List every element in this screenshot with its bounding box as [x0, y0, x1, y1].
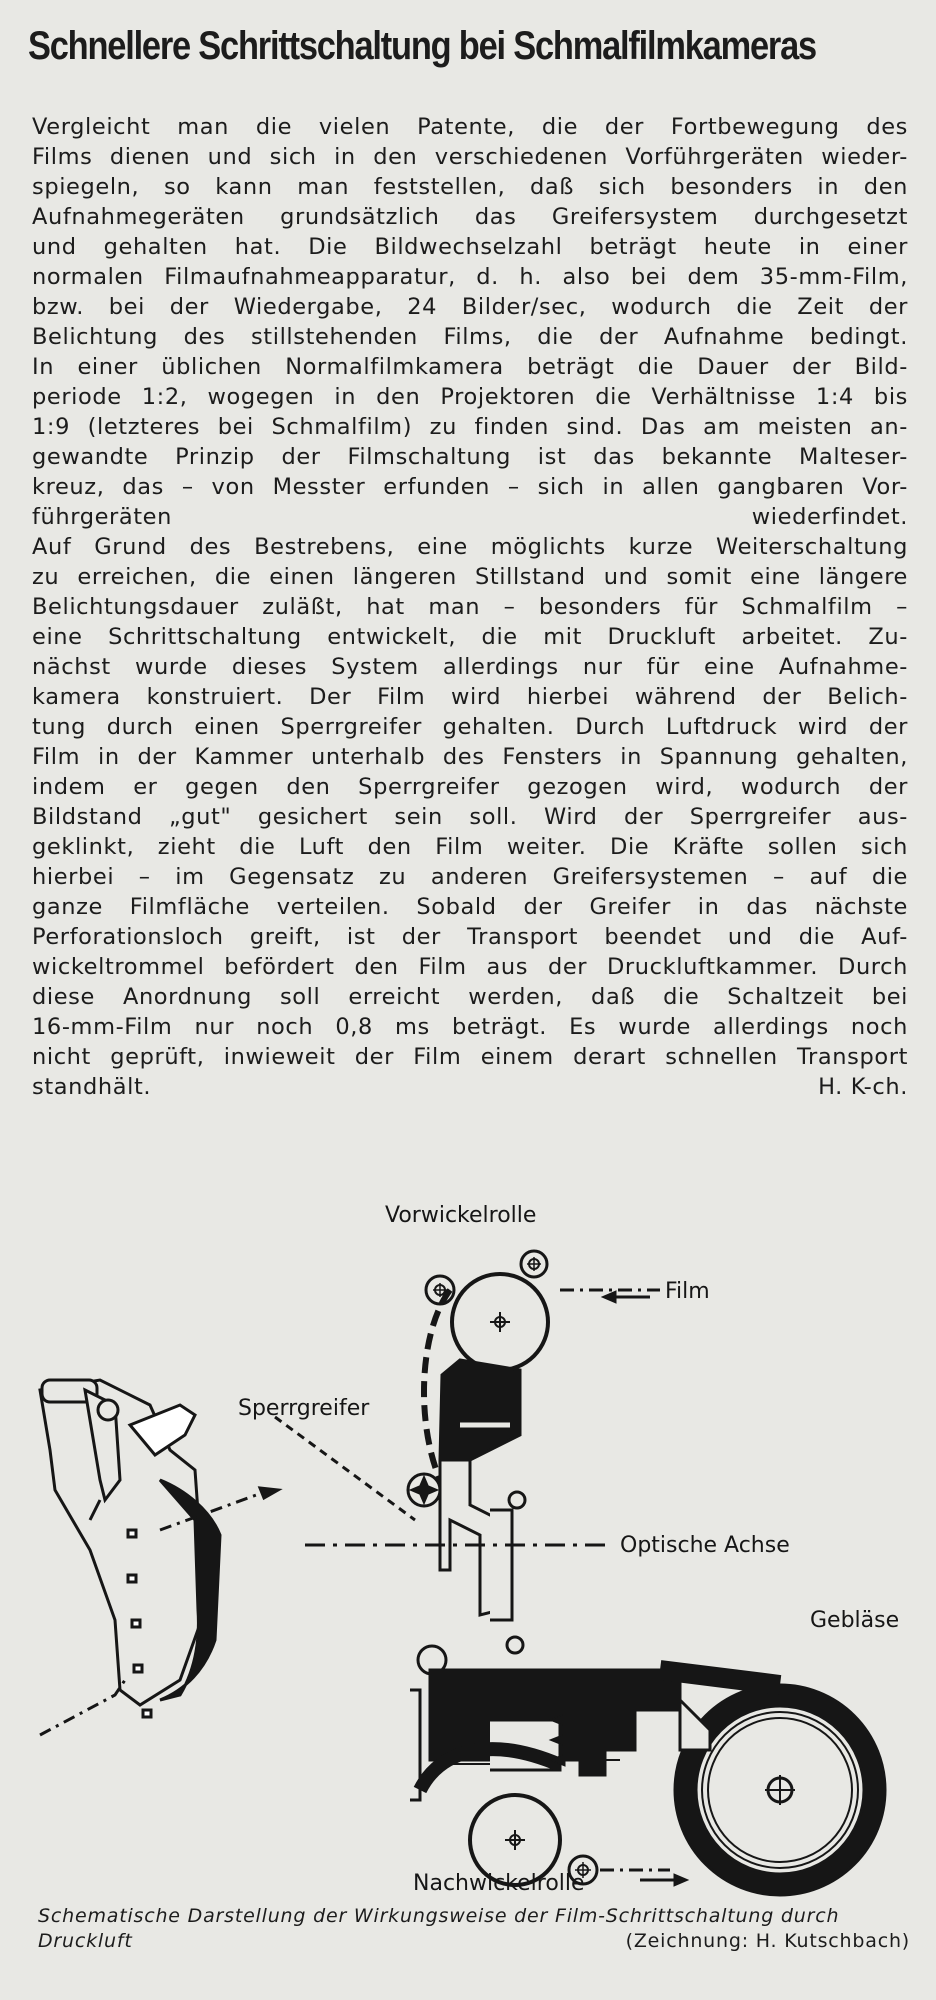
body-line: indem er gegen den Sperrgreifer gezogen wird, wodurch der [32, 774, 908, 800]
label-optische-achse: Optische Achse [620, 1533, 790, 1558]
body-final-line: standhält. [32, 1074, 152, 1100]
label-vorwickelrolle: Vorwickelrolle [385, 1203, 537, 1228]
label-film: Film [665, 1279, 710, 1304]
body-line: ganze Filmfläche verteilen. Sobald der Greifer in das nächste [32, 894, 908, 920]
body-line: nächst wurde dieses System allerdings nur für eine Aufnahme- [32, 654, 908, 680]
body-line: Film in der Kammer unterhalb des Fensters in Spannung gehalten, [32, 744, 908, 770]
body-line: Vergleicht man die vielen Patente, die der Fortbewegung des [32, 114, 908, 140]
body-line: und gehalten hat. Die Bildwechselzahl beträgt heute in einer [32, 234, 908, 260]
caption-line-1: Schematische Darstellung der Wirkungsweise der Film-Schrittschaltung durch [38, 1905, 840, 1927]
body-line: Bildstand „gut" gesichert sein soll. Wird der Sperrgreifer aus- [32, 804, 908, 830]
drawing-credit: (Zeichnung: H. Kutschbach) [625, 1930, 910, 1952]
body-line: führgeräten wiederfindet. [32, 504, 908, 530]
label-geblaese: Gebläse [810, 1608, 900, 1633]
author-initials: H. K-ch. [818, 1074, 908, 1100]
body-line: In einer üblichen Normalfilmkamera beträgt die Dauer der Bild- [32, 354, 908, 380]
label-nachwickelrolle: Nachwickelrolle [413, 1871, 585, 1896]
caption-line-2: Druckluft [38, 1930, 133, 1952]
gate-sketch [40, 1380, 278, 1735]
schematic-drawing [20, 1190, 920, 1900]
closing-row [32, 1072, 908, 1102]
body-line: Auf Grund des Bestrebens, eine möglichts kurze Weiterschaltung [32, 534, 908, 560]
body-line: Aufnahmegeräten grundsätzlich das Greifersystem durchgesetzt [32, 204, 908, 230]
body-line: tung durch einen Sperrgreifer gehalten. Durch Luftdruck wird der [32, 714, 908, 740]
body-line: kreuz, das – von Messter erfunden – sich in allen gangbaren Vor- [32, 474, 908, 500]
body-line: diese Anordnung soll erreicht werden, daß die Schaltzeit bei [32, 984, 908, 1010]
body-line: periode 1:2, wogegen in den Projektoren die Verhältnisse 1:4 bis [32, 384, 908, 410]
body-line: wickeltrommel befördert den Film aus der Druckluftkammer. Durch [32, 954, 908, 980]
body-line: hierbei – im Gegensatz zu anderen Greifersystemen – auf die [32, 864, 908, 890]
body-line: normalen Filmaufnahmeapparatur, d. h. also bei dem 35-mm-Film, [32, 264, 908, 290]
body-line: 16-mm-Film nur noch 0,8 ms beträgt. Es wurde allerdings noch [32, 1014, 908, 1040]
body-line: nicht geprüft, inwieweit der Film einem derart schnellen Transport [32, 1044, 908, 1070]
body-line: Belichtungsdauer zuläßt, hat man – besonders für Schmalfilm – [32, 594, 908, 620]
body-line: zu erreichen, die einen längeren Stillstand und somit eine längere [32, 564, 908, 590]
body-line: Perforationsloch greift, ist der Transport beendet und die Auf- [32, 924, 908, 950]
body-line: bzw. bei der Wiedergabe, 24 Bilder/sec, wodurch die Zeit der [32, 294, 908, 320]
label-sperrgreifer: Sperrgreifer [238, 1396, 370, 1421]
body-line: kamera konstruiert. Der Film wird hierbei während der Belich- [32, 684, 908, 710]
article-body [32, 112, 908, 1102]
body-line: gewandte Prinzip der Filmschaltung ist das bekannte Malteser- [32, 444, 908, 470]
body-line: geklinkt, zieht die Luft den Film weiter. Die Kräfte sollen sich [32, 834, 908, 860]
body-line: 1:9 (letzteres bei Schmalfilm) zu finden sind. Das am meisten an- [32, 414, 908, 440]
article-title: Schnellere Schrittschaltung bei Schmalfilmkameras [28, 24, 816, 68]
body-line: Belichtung des stillstehenden Films, die der Aufnahme bedingt. [32, 324, 908, 350]
figure-caption [38, 1904, 910, 1954]
body-line: spiegeln, so kann man feststellen, daß sich besonders in den [32, 174, 908, 200]
body-line: eine Schrittschaltung entwickelt, die mit Druckluft arbeitet. Zu- [32, 624, 908, 650]
body-line: Films dienen und sich in den verschiedenen Vorführgeräten wieder- [32, 144, 908, 170]
